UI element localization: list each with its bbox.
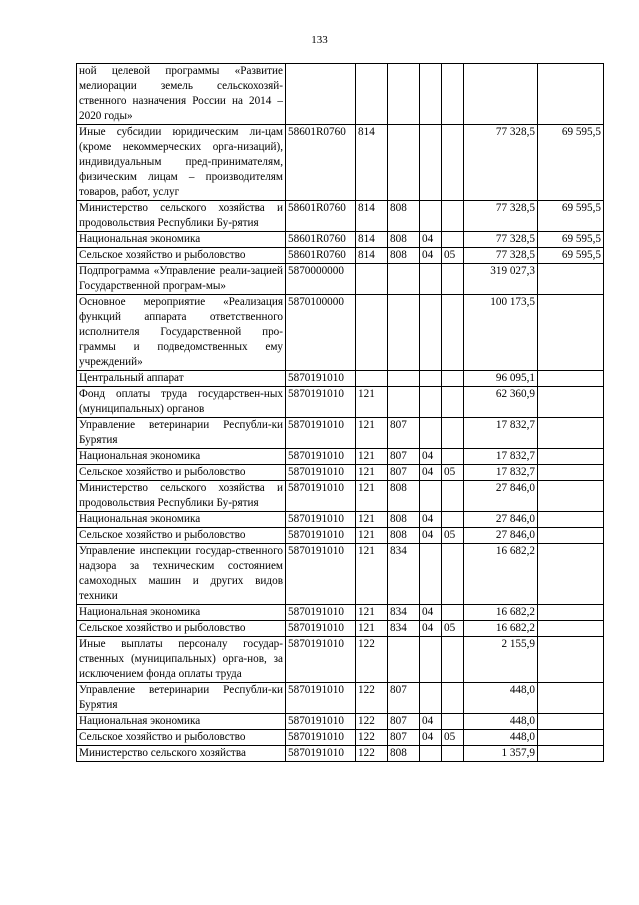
row-name-cell: Иные выплаты персоналу государ-ственных (муниципальных) орга-нов, за исключением фонда оплаты труда (77, 637, 286, 683)
amount-cell: 17 832,7 (464, 449, 538, 465)
amount-cell: 96 095,1 (464, 371, 538, 387)
section-cell (420, 371, 442, 387)
amount-second-cell (538, 637, 604, 683)
expense-type-cell (356, 64, 388, 125)
table-row (77, 683, 604, 714)
section-cell: 04 (420, 621, 442, 637)
expense-type-cell: 122 (356, 714, 388, 730)
section-cell: 04 (420, 714, 442, 730)
table-row (77, 248, 604, 264)
subsection-cell (442, 264, 464, 295)
row-name-cell: Национальная экономика (77, 232, 286, 248)
table-row (77, 621, 604, 637)
amount-second-cell: 69 595,5 (538, 201, 604, 232)
section-cell (420, 264, 442, 295)
subsection-cell: 05 (442, 248, 464, 264)
row-name-cell: Сельское хозяйство и рыболовство (77, 465, 286, 481)
row-name-cell: Подпрограмма «Управление реали-зацией Государственной програм-мы» (77, 264, 286, 295)
section-cell (420, 387, 442, 418)
amount-second-cell (538, 264, 604, 295)
target-article-cell: 58601R0760 (286, 232, 356, 248)
table-row (77, 295, 604, 371)
expense-type-cell: 121 (356, 449, 388, 465)
amount-cell (464, 64, 538, 125)
subsection-cell (442, 512, 464, 528)
amount-second-cell (538, 387, 604, 418)
expense-type-cell: 814 (356, 232, 388, 248)
amount-second-cell (538, 295, 604, 371)
target-article-cell: 58601R0760 (286, 201, 356, 232)
ministry-code-cell: 807 (388, 465, 420, 481)
section-cell (420, 544, 442, 605)
row-name-cell: Министерство сельского хозяйства и продовольствия Республики Бу-рятия (77, 201, 286, 232)
amount-cell: 77 328,5 (464, 248, 538, 264)
expense-type-cell: 121 (356, 512, 388, 528)
expense-type-cell: 121 (356, 481, 388, 512)
ministry-code-cell (388, 387, 420, 418)
table-row (77, 512, 604, 528)
table-row (77, 465, 604, 481)
expense-type-cell: 121 (356, 418, 388, 449)
subsection-cell: 05 (442, 528, 464, 544)
amount-second-cell (538, 481, 604, 512)
target-article-cell: 58601R0760 (286, 248, 356, 264)
amount-second-cell (538, 528, 604, 544)
subsection-cell: 05 (442, 730, 464, 746)
expense-type-cell: 121 (356, 465, 388, 481)
target-article-cell: 5870191010 (286, 481, 356, 512)
subsection-cell (442, 449, 464, 465)
section-cell: 04 (420, 248, 442, 264)
ministry-code-cell: 808 (388, 481, 420, 512)
table-row (77, 387, 604, 418)
expense-type-cell: 122 (356, 683, 388, 714)
ministry-code-cell: 834 (388, 544, 420, 605)
amount-second-cell: 69 595,5 (538, 125, 604, 201)
target-article-cell: 5870191010 (286, 512, 356, 528)
ministry-code-cell: 807 (388, 730, 420, 746)
table-row (77, 544, 604, 605)
row-name-cell: Министерство сельского хозяйства (77, 746, 286, 762)
table-row (77, 449, 604, 465)
expense-type-cell: 122 (356, 746, 388, 762)
target-article-cell: 5870000000 (286, 264, 356, 295)
expense-type-cell: 814 (356, 248, 388, 264)
ministry-code-cell: 808 (388, 248, 420, 264)
amount-second-cell: 69 595,5 (538, 248, 604, 264)
amount-cell: 77 328,5 (464, 201, 538, 232)
section-cell: 04 (420, 465, 442, 481)
section-cell (420, 637, 442, 683)
expense-type-cell: 121 (356, 605, 388, 621)
ministry-code-cell: 834 (388, 621, 420, 637)
amount-second-cell (538, 746, 604, 762)
subsection-cell (442, 605, 464, 621)
ministry-code-cell: 808 (388, 232, 420, 248)
section-cell (420, 418, 442, 449)
row-name-cell: Фонд оплаты труда государствен-ных (муниципальных) органов (77, 387, 286, 418)
table-row (77, 637, 604, 683)
amount-cell: 16 682,2 (464, 621, 538, 637)
section-cell: 04 (420, 512, 442, 528)
budget-table (76, 63, 604, 762)
table-row (77, 528, 604, 544)
amount-second-cell (538, 371, 604, 387)
target-article-cell: 5870191010 (286, 621, 356, 637)
expense-type-cell (356, 371, 388, 387)
target-article-cell: 58601R0760 (286, 125, 356, 201)
amount-second-cell (538, 64, 604, 125)
target-article-cell: 5870191010 (286, 730, 356, 746)
target-article-cell: 5870191010 (286, 465, 356, 481)
subsection-cell (442, 64, 464, 125)
table-row (77, 201, 604, 232)
target-article-cell: 5870191010 (286, 371, 356, 387)
ministry-code-cell (388, 371, 420, 387)
amount-cell: 62 360,9 (464, 387, 538, 418)
target-article-cell (286, 64, 356, 125)
table-row (77, 125, 604, 201)
subsection-cell (442, 125, 464, 201)
table-row (77, 64, 604, 125)
subsection-cell: 05 (442, 621, 464, 637)
section-cell: 04 (420, 528, 442, 544)
target-article-cell: 5870100000 (286, 295, 356, 371)
expense-type-cell: 121 (356, 621, 388, 637)
expense-type-cell: 814 (356, 201, 388, 232)
section-cell (420, 64, 442, 125)
row-name-cell: Национальная экономика (77, 512, 286, 528)
table-row (77, 232, 604, 248)
amount-cell: 448,0 (464, 683, 538, 714)
table-row (77, 418, 604, 449)
table-row (77, 371, 604, 387)
subsection-cell (442, 683, 464, 714)
amount-second-cell (538, 512, 604, 528)
target-article-cell: 5870191010 (286, 387, 356, 418)
amount-second-cell (538, 714, 604, 730)
ministry-code-cell (388, 295, 420, 371)
amount-second-cell (538, 418, 604, 449)
subsection-cell (442, 387, 464, 418)
amount-cell: 27 846,0 (464, 481, 538, 512)
row-name-cell: Управление инспекции государ-ственного надзора за техническим состоянием самоходных машин и других видов техники (77, 544, 286, 605)
amount-second-cell: 69 595,5 (538, 232, 604, 248)
row-name-cell: Национальная экономика (77, 714, 286, 730)
row-name-cell: Сельское хозяйство и рыболовство (77, 730, 286, 746)
amount-second-cell (538, 683, 604, 714)
ministry-code-cell: 807 (388, 418, 420, 449)
row-name-cell: Национальная экономика (77, 449, 286, 465)
row-name-cell: Национальная экономика (77, 605, 286, 621)
target-article-cell: 5870191010 (286, 683, 356, 714)
expense-type-cell: 121 (356, 528, 388, 544)
section-cell: 04 (420, 730, 442, 746)
target-article-cell: 5870191010 (286, 605, 356, 621)
target-article-cell: 5870191010 (286, 714, 356, 730)
row-name-cell: Основное мероприятие «Реализация функций аппарата ответственного исполнителя Государственной про-граммы и подведомственных ему учреждений» (77, 295, 286, 371)
row-name-cell: ной целевой программы «Развитие мелиорации земель сельскохозяй-ственного назначения России на 2014 – 2020 годы» (77, 64, 286, 125)
expense-type-cell: 814 (356, 125, 388, 201)
subsection-cell (442, 201, 464, 232)
table-body (77, 64, 604, 762)
subsection-cell (442, 544, 464, 605)
amount-cell: 17 832,7 (464, 465, 538, 481)
target-article-cell: 5870191010 (286, 418, 356, 449)
ministry-code-cell (388, 125, 420, 201)
ministry-code-cell: 808 (388, 201, 420, 232)
ministry-code-cell: 808 (388, 528, 420, 544)
amount-cell: 16 682,2 (464, 544, 538, 605)
amount-cell: 448,0 (464, 730, 538, 746)
ministry-code-cell: 807 (388, 714, 420, 730)
section-cell: 04 (420, 232, 442, 248)
table-row (77, 481, 604, 512)
subsection-cell (442, 746, 464, 762)
amount-cell: 319 027,3 (464, 264, 538, 295)
subsection-cell (442, 232, 464, 248)
subsection-cell: 05 (442, 465, 464, 481)
section-cell: 04 (420, 605, 442, 621)
section-cell (420, 481, 442, 512)
section-cell (420, 746, 442, 762)
amount-cell: 16 682,2 (464, 605, 538, 621)
table-row (77, 264, 604, 295)
amount-second-cell (538, 449, 604, 465)
amount-cell: 100 173,5 (464, 295, 538, 371)
row-name-cell: Сельское хозяйство и рыболовство (77, 248, 286, 264)
target-article-cell: 5870191010 (286, 544, 356, 605)
table-row (77, 605, 604, 621)
amount-second-cell (538, 730, 604, 746)
table-row (77, 746, 604, 762)
row-name-cell: Сельское хозяйство и рыболовство (77, 621, 286, 637)
ministry-code-cell: 808 (388, 746, 420, 762)
expense-type-cell (356, 264, 388, 295)
section-cell (420, 295, 442, 371)
section-cell (420, 125, 442, 201)
ministry-code-cell: 807 (388, 683, 420, 714)
amount-cell: 77 328,5 (464, 232, 538, 248)
row-name-cell: Иные субсидии юридическим ли-цам (кроме некоммерческих орга-низаций), индивидуальным пред-принимателям, физическим лицам – производителям товаров, работ, услуг (77, 125, 286, 201)
ministry-code-cell (388, 264, 420, 295)
table-row (77, 730, 604, 746)
amount-second-cell (538, 621, 604, 637)
amount-cell: 17 832,7 (464, 418, 538, 449)
subsection-cell (442, 637, 464, 683)
target-article-cell: 5870191010 (286, 528, 356, 544)
section-cell (420, 683, 442, 714)
ministry-code-cell: 807 (388, 449, 420, 465)
section-cell: 04 (420, 449, 442, 465)
amount-second-cell (538, 465, 604, 481)
row-name-cell: Сельское хозяйство и рыболовство (77, 528, 286, 544)
amount-cell: 27 846,0 (464, 512, 538, 528)
target-article-cell: 5870191010 (286, 637, 356, 683)
expense-type-cell: 122 (356, 730, 388, 746)
ministry-code-cell: 808 (388, 512, 420, 528)
expense-type-cell (356, 295, 388, 371)
subsection-cell (442, 481, 464, 512)
subsection-cell (442, 295, 464, 371)
amount-cell: 1 357,9 (464, 746, 538, 762)
row-name-cell: Управление ветеринарии Республи-ки Бурятия (77, 418, 286, 449)
subsection-cell (442, 371, 464, 387)
row-name-cell: Министерство сельского хозяйства и продовольствия Республики Бу-рятия (77, 481, 286, 512)
ministry-code-cell (388, 64, 420, 125)
row-name-cell: Центральный аппарат (77, 371, 286, 387)
section-cell (420, 201, 442, 232)
subsection-cell (442, 418, 464, 449)
amount-cell: 448,0 (464, 714, 538, 730)
target-article-cell: 5870191010 (286, 746, 356, 762)
ministry-code-cell (388, 637, 420, 683)
amount-cell: 2 155,9 (464, 637, 538, 683)
ministry-code-cell: 834 (388, 605, 420, 621)
row-name-cell: Управление ветеринарии Республи-ки Бурятия (77, 683, 286, 714)
expense-type-cell: 122 (356, 637, 388, 683)
amount-cell: 77 328,5 (464, 125, 538, 201)
amount-second-cell (538, 605, 604, 621)
expense-type-cell: 121 (356, 387, 388, 418)
target-article-cell: 5870191010 (286, 449, 356, 465)
expense-type-cell: 121 (356, 544, 388, 605)
page-number: 133 (311, 34, 328, 46)
subsection-cell (442, 714, 464, 730)
table-row (77, 714, 604, 730)
amount-second-cell (538, 544, 604, 605)
amount-cell: 27 846,0 (464, 528, 538, 544)
